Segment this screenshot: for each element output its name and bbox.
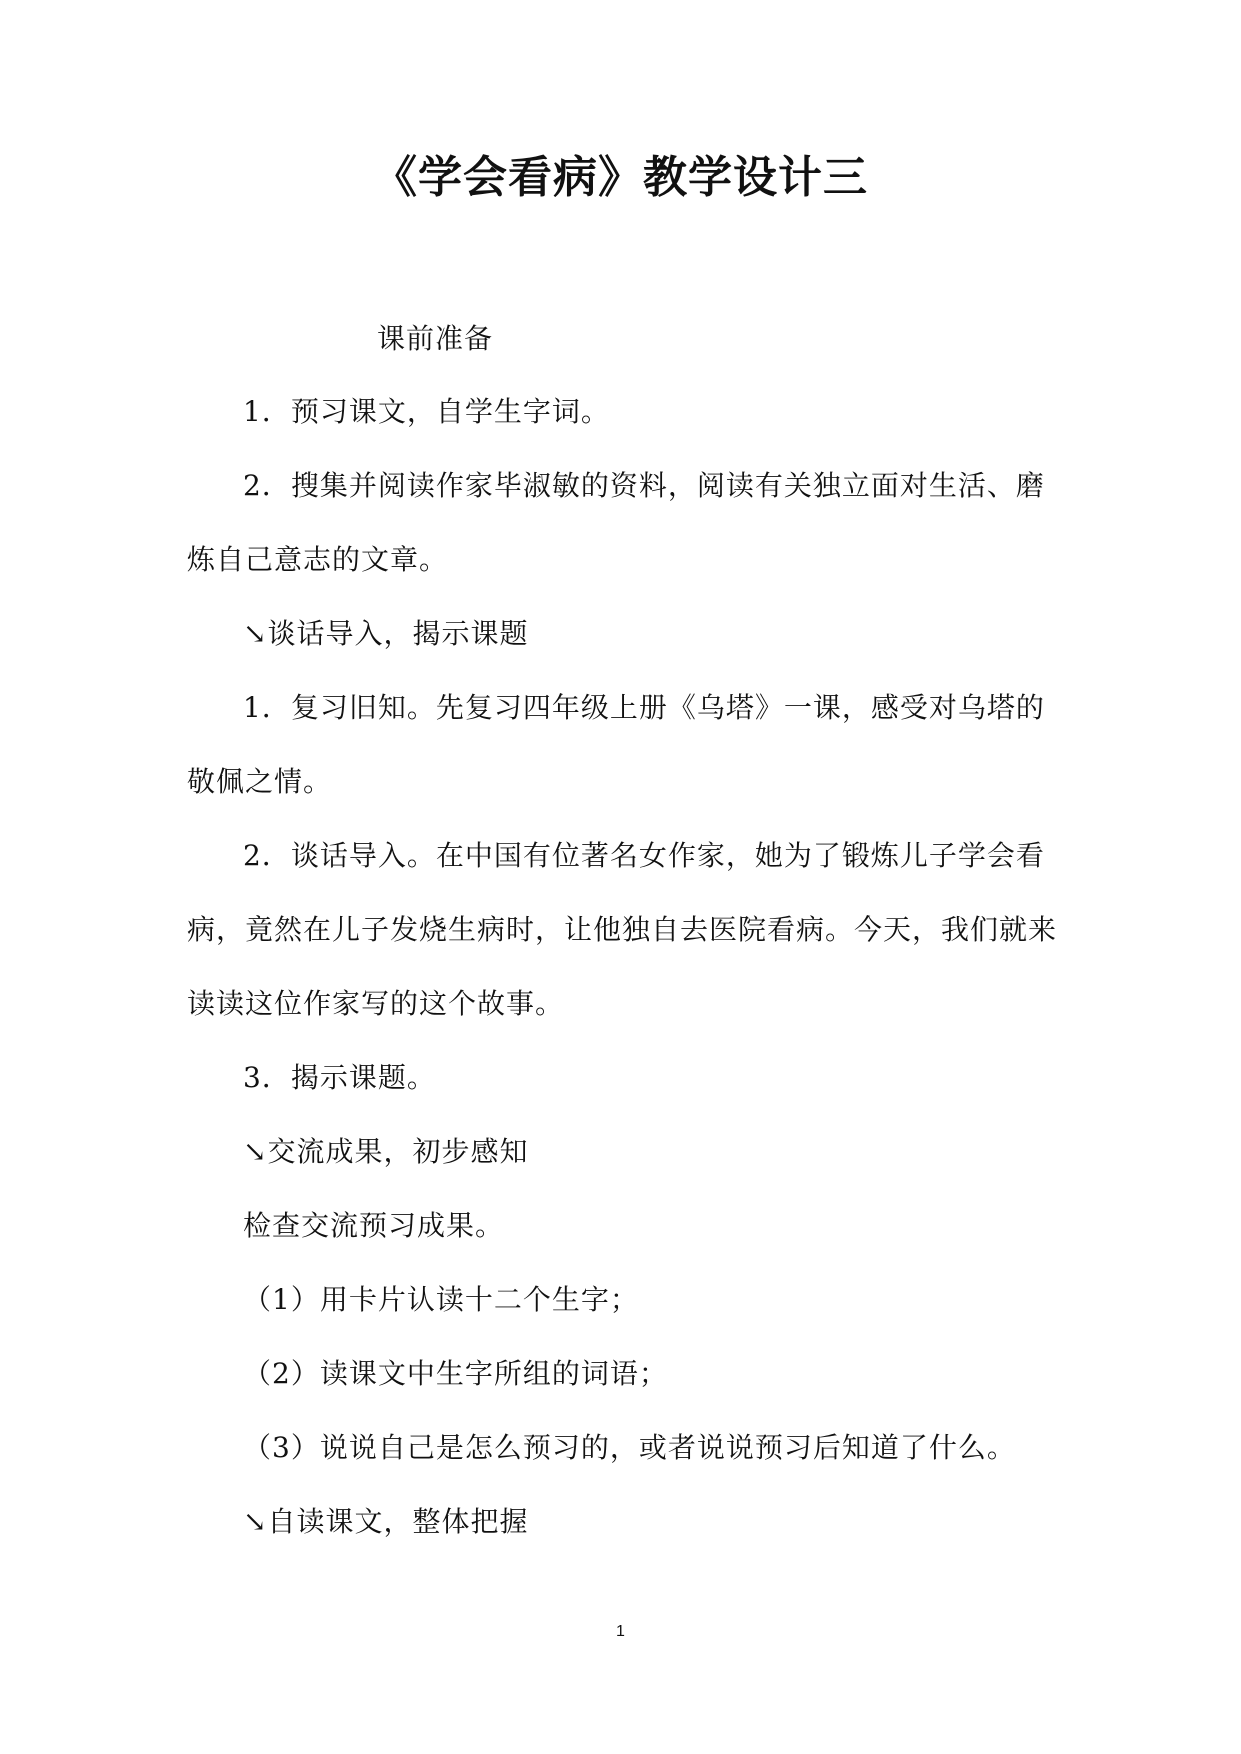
- paragraph-line: 病，竟然在儿子发烧生病时，让他独自去医院看病。今天，我们就来: [187, 913, 1058, 946]
- list-item: （2）读课文中生字所组的词语；: [243, 1357, 668, 1390]
- section-heading-preparation: 课前准备: [377, 322, 494, 355]
- paragraph-line: 2．搜集并阅读作家毕淑敏的资料，阅读有关独立面对生活、磨: [243, 469, 1045, 502]
- section-heading-intro: ↘谈话导入，揭示课题: [243, 617, 529, 650]
- paragraph-line: 敬佩之情。: [187, 765, 333, 798]
- paragraph-line: 2．谈话导入。在中国有位著名女作家，她为了锻炼儿子学会看: [243, 839, 1045, 872]
- paragraph-line: 炼自己意志的文章。: [187, 543, 449, 576]
- document-title: 《学会看病》教学设计三: [373, 152, 868, 203]
- page-number: 1: [616, 1623, 625, 1640]
- paragraph-line: 1．预习课文，自学生字词。: [243, 395, 610, 428]
- paragraph-line: 3．揭示课题。: [243, 1061, 436, 1094]
- list-item: （1）用卡片认读十二个生字；: [243, 1283, 639, 1316]
- paragraph-line: 读读这位作家写的这个故事。: [187, 987, 565, 1020]
- paragraph-line: 1．复习旧知。先复习四年级上册《乌塔》一课，感受对乌塔的: [243, 691, 1045, 724]
- paragraph-line: 检查交流预习成果。: [243, 1209, 505, 1242]
- list-item: （3）说说自己是怎么预习的，或者说说预习后知道了什么。: [243, 1431, 1016, 1464]
- section-heading-exchange: ↘交流成果，初步感知: [243, 1135, 529, 1168]
- section-heading-self-reading: ↘自读课文，整体把握: [243, 1505, 529, 1538]
